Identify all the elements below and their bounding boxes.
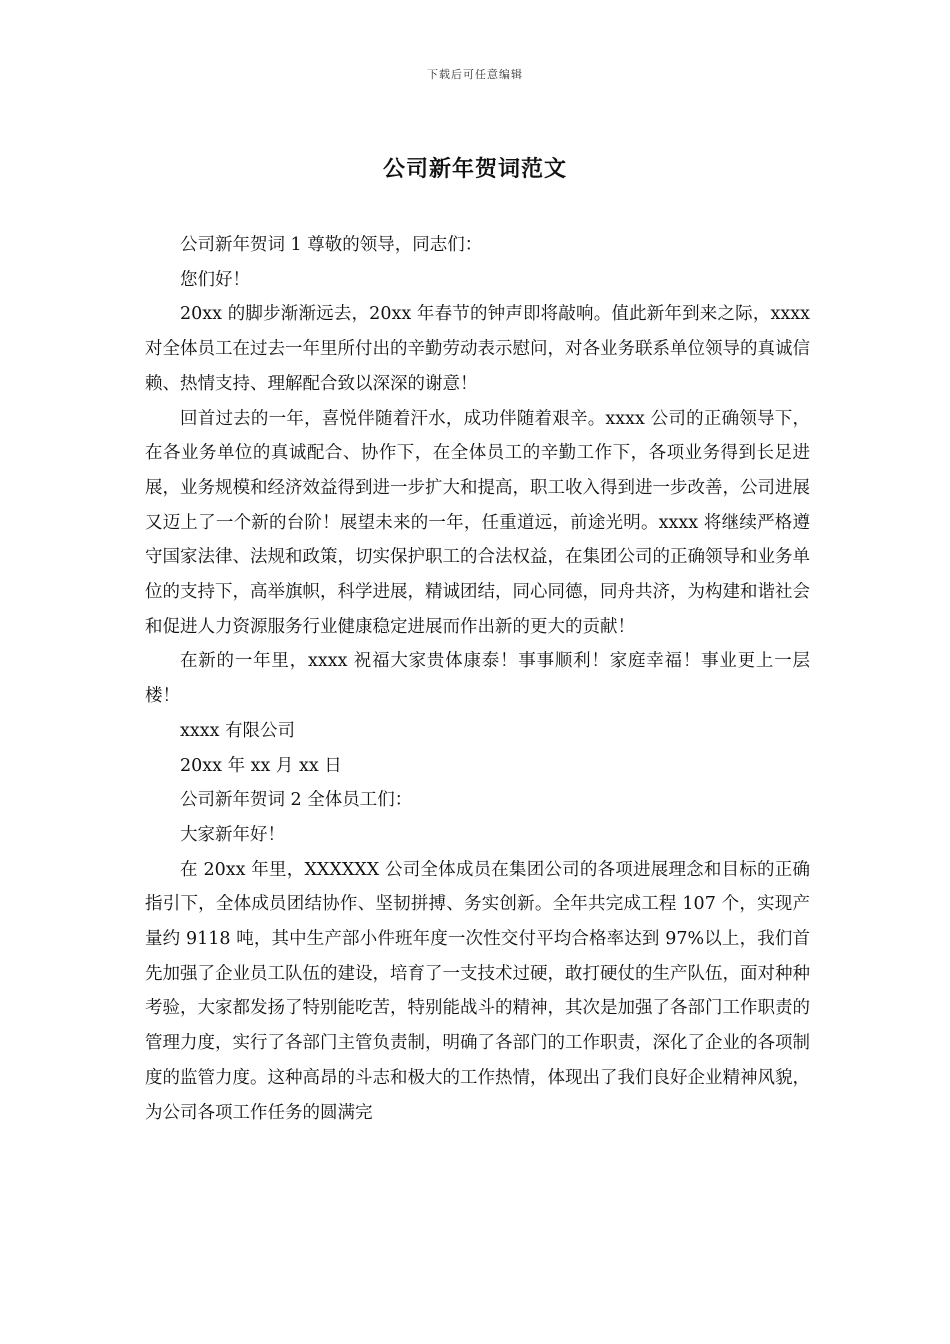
paragraph-wishes: 在新的一年里，xxxx 祝福大家贵体康泰！事事顺利！家庭幸福！事业更上一层楼！ (145, 651, 810, 707)
document-body (145, 228, 810, 1130)
signature-date: 20xx 年 xx 月 xx 日 (180, 755, 342, 776)
paragraph-greeting-2: 公司新年贺词 2 全体员工们： (180, 790, 413, 811)
paragraph-greeting-1: 公司新年贺词 1 尊敬的领导，同志们： (180, 235, 483, 255)
header-note: 下载后可任意编辑 (427, 68, 523, 81)
signature-company: xxxx 有限公司 (180, 720, 296, 741)
paragraph-achievements: 在 20xx 年里，XXXXXX 公司全体成员在集团公司的各项进展理念和目标的正确指引下，全体成员团结协作、坚韧拼搏、务实创新。全年共完成工程 107 个，实现产量约 9118 吨，其中生产部小件班年度一次性交付平均合格率达到 97%以上，我们首先加强了企业员工队伍的建设，培育了一支技术过硬，敢打硬仗的生产队伍，面对种种考验，大家都发扬了特别能吃苦，特别能战斗的精神，其次是加强了各部门工作职责的管理力度，实行了各部门主管负责制，明确了各部门的工作职责，深化了企业的各项制度的监管力度。这种高昂的斗志和极大的工作热情，体现出了我们良好企业精神风貌，为公司各项工作任务的圆满完 (145, 859, 810, 1123)
paragraph-new-year: 20xx 的脚步渐渐远去，20xx 年春节的钟声即将敲响。值此新年到来之际，xxxx 对全体员工在过去一年里所付出的辛勤劳动表示慰问，对各业务联系单位领导的真诚信赖、热情支持、理解配合致以深深的谢意！ (145, 304, 810, 394)
document-title: 公司新年贺词范文 (382, 156, 567, 182)
paragraph-review: 回首过去的一年，喜悦伴随着汗水，成功伴随着艰辛。xxxx 公司的正确领导下，在各业务单位的真诚配合、协作下，在全体员工的辛勤工作下，各项业务得到长足进展，业务规模和经济效益得到进一步扩大和提高，职工收入得到进一步改善，公司进展又迈上了一个新的台阶！展望未来的一年，任重道远，前途光明。xxxx 将继续严格遵守国家法律、法规和政策，切实保护职工的合法权益，在集团公司的正确领导和业务单位的支持下，高举旗帜，科学进展，精诚团结，同心同德，同舟共济，为构建和谐社会和促进人力资源服务行业健康稳定进展而作出新的更大的贡献！ (145, 408, 810, 637)
paragraph-hello-2: 大家新年好！ (180, 824, 285, 845)
paragraph-hello: 您们好！ (180, 269, 250, 290)
